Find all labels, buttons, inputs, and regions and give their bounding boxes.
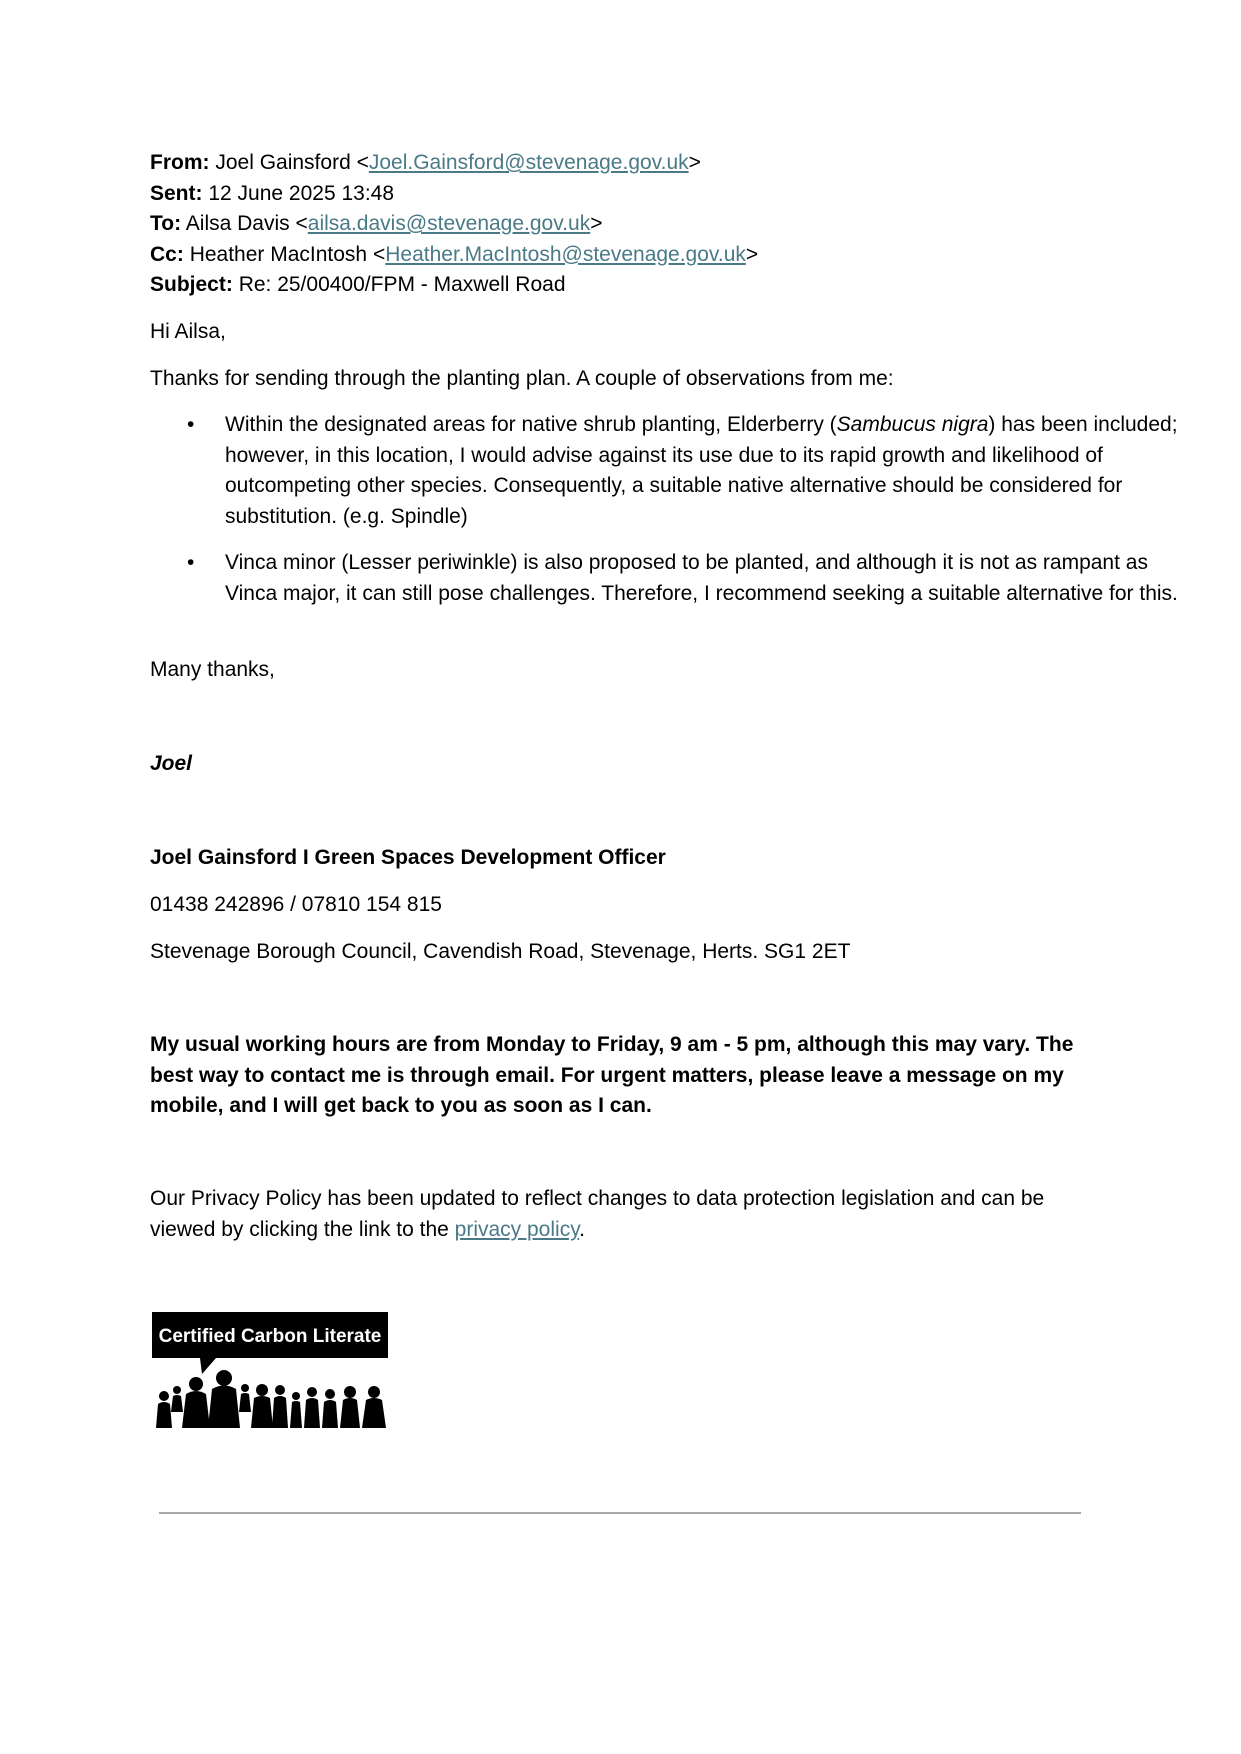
logo-text: Certified Carbon Literate <box>158 1326 382 1347</box>
greeting: Hi Ailsa, <box>150 320 226 343</box>
signature-first-name: Joel <box>150 752 193 775</box>
bullet1-text-a: Within the designated areas for native shrub planting, Elderberry ( <box>225 413 837 436</box>
sent-value: 12 June 2025 13:48 <box>208 181 395 205</box>
privacy-policy-link[interactable]: privacy policy <box>454 1217 580 1241</box>
from-name: Joel Gainsford <box>215 151 351 174</box>
footer-divider <box>159 1512 1081 1514</box>
signoff: Many thanks, <box>150 658 275 681</box>
from-email-link[interactable]: Joel.Gainsford@stevenage.gov.uk <box>368 151 689 174</box>
working-hours-note: My usual working hours are from Monday to Friday, 9 am - 5 pm, although this may vary. The best way to contact me is through email. For urgent matters, please leave a message on my mobile, and I will get back to you as soon as I can. <box>150 1033 1074 1117</box>
people-group-icon <box>152 1312 388 1428</box>
bullet-icon: • <box>187 413 195 436</box>
cc-email-link[interactable]: Heather.MacIntosh@stevenage.gov.uk <box>385 242 746 266</box>
sent-line <box>150 179 1110 210</box>
subject-line <box>150 270 1110 301</box>
from-line: From: Joel Gainsford <Joel.Gainsford@stevenage.gov.uk> <box>150 151 701 174</box>
cc-line: Cc: Heather MacIntosh <Heather.MacIntosh@stevenage.gov.uk> <box>150 242 759 266</box>
signature-title-line: Joel Gainsford I Green Spaces Development Officer <box>150 846 666 869</box>
cc-name: Heather MacIntosh <box>189 242 368 266</box>
signature-address: Stevenage Borough Council, Cavendish Road, Stevenage, Herts. SG1 2ET <box>150 940 851 963</box>
privacy-notice <box>150 1184 1110 1245</box>
carbon-literate-logo <box>152 1312 388 1428</box>
intro-paragraph: Thanks for sending through the planting plan. A couple of observations from me: <box>150 367 894 390</box>
sent-label: Sent: <box>150 181 203 205</box>
to-name: Ailsa Davis <box>185 212 290 235</box>
to-line: To: Ailsa Davis <ailsa.davis@stevenage.gov.uk> <box>150 212 603 235</box>
to-label: To: <box>150 212 182 235</box>
email-header <box>150 148 1110 301</box>
privacy-text-after: . <box>579 1217 585 1241</box>
to-email-link[interactable]: ailsa.davis@stevenage.gov.uk <box>307 212 591 235</box>
bullet2-text: Vinca minor (Lesser periwinkle) is also proposed to be planted, and although it is not as rampant as Vinca major, it can still pose challenges. Therefore, I recommend seeking a suitable alternative for this. <box>225 551 1178 605</box>
privacy-text-before: Our Privacy Policy has been updated to reflect changes to data protection legislation and can be viewed by clicking the link to the <box>150 1187 1045 1241</box>
subject-value: Re: 25/00400/FPM - Maxwell Road <box>238 273 566 296</box>
cc-label: Cc: <box>150 242 184 266</box>
list-item <box>187 410 1185 532</box>
from-label: From: <box>150 151 210 174</box>
signature-phone: 01438 242896 / 07810 154 815 <box>150 893 442 916</box>
bullet-icon: • <box>187 551 195 574</box>
bullet1-species: Sambucus nigra <box>836 413 989 436</box>
subject-label: Subject: <box>150 273 233 296</box>
list-item <box>187 548 1185 609</box>
observations-list <box>150 410 1185 625</box>
bullet1-text-b: ) has been included; however, in this location, I would advise against its use due to its rapid growth and likelihood of outcompeting other species. Consequently, a suitable native alternative should be considered for substitution. (e.g. Spindle) <box>225 413 1178 528</box>
